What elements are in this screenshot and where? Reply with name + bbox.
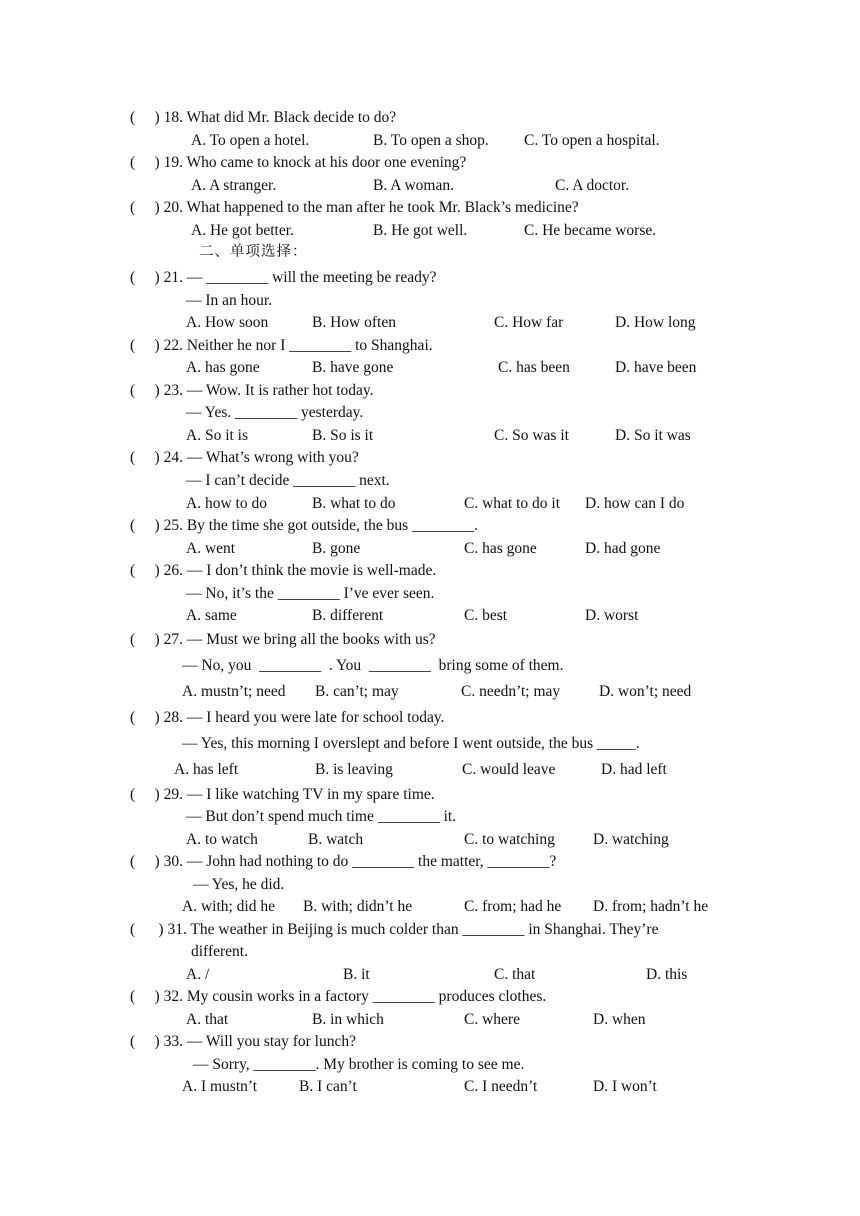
question-21-option-c[interactable]: C. How far [494, 314, 564, 331]
question-26-stem: ( ) 26. — I don’t think the movie is well-made. [130, 562, 437, 579]
question-33-option-d[interactable]: D. I won’t [593, 1078, 657, 1095]
question-29-reply: — But don’t spend much time ________ it. [186, 808, 457, 825]
question-30-option-a[interactable]: A. with; did he [182, 898, 275, 915]
question-32-option-b[interactable]: B. in which [312, 1011, 384, 1028]
question-27-stem: ( ) 27. — Must we bring all the books with us? [130, 631, 436, 648]
question-19-option-a[interactable]: A. A stranger. [191, 177, 277, 194]
question-33-option-a[interactable]: A. I mustn’t [182, 1078, 258, 1095]
question-18-stem: ( ) 18. What did Mr. Black decide to do? [130, 109, 397, 126]
section-heading: 二、单项选择： [199, 244, 308, 260]
question-25-stem: ( ) 25. By the time she got outside, the bus ________. [130, 517, 478, 534]
question-22-option-a[interactable]: A. has gone [186, 359, 260, 376]
question-30-stem: ( ) 30. — John had nothing to do ________ the matter, ________? [130, 853, 557, 870]
question-31-option-b[interactable]: B. it [343, 966, 370, 983]
question-21-option-a[interactable]: A. How soon [186, 314, 269, 331]
question-20-option-c[interactable]: C. He became worse. [524, 222, 657, 239]
question-27-option-a[interactable]: A. mustn’t; need [182, 683, 286, 700]
question-29-option-b[interactable]: B. watch [308, 831, 364, 848]
question-21-option-b[interactable]: B. How often [312, 314, 396, 331]
question-19-stem: ( ) 19. Who came to knock at his door one evening? [130, 154, 467, 171]
question-18-option-c[interactable]: C. To open a hospital. [524, 132, 660, 149]
question-19-option-c[interactable]: C. A doctor. [555, 177, 630, 194]
question-31-option-c[interactable]: C. that [494, 966, 536, 983]
question-28-stem: ( ) 28. — I heard you were late for school today. [130, 709, 445, 726]
question-20-option-a[interactable]: A. He got better. [191, 222, 294, 239]
question-31-stem: ( ) 31. The weather in Beijing is much colder than ________ in Shanghai. They’re [130, 921, 659, 938]
question-33-option-c[interactable]: C. I needn’t [464, 1078, 538, 1095]
question-30-reply: — Yes, he did. [193, 876, 285, 893]
question-31-option-a[interactable]: A. / [186, 966, 210, 983]
question-24-option-c[interactable]: C. what to do it [464, 495, 561, 512]
question-28-option-c[interactable]: C. would leave [462, 761, 556, 778]
question-29-option-c[interactable]: C. to watching [464, 831, 555, 848]
question-22-option-d[interactable]: D. have been [615, 359, 697, 376]
question-29-option-d[interactable]: D. watching [593, 831, 669, 848]
question-24-option-a[interactable]: A. how to do [186, 495, 267, 512]
question-21-option-d[interactable]: D. How long [615, 314, 696, 331]
question-31-option-d[interactable]: D. this [646, 966, 688, 983]
question-28-option-b[interactable]: B. is leaving [315, 761, 393, 778]
question-27-option-b[interactable]: B. can’t; may [315, 683, 399, 700]
question-32-stem: ( ) 32. My cousin works in a factory ________ produces clothes. [130, 988, 547, 1005]
question-23-option-d[interactable]: D. So it was [615, 427, 691, 444]
question-22-option-c[interactable]: C. has been [498, 359, 570, 376]
question-26-option-c[interactable]: C. best [464, 607, 508, 624]
question-22-option-b[interactable]: B. have gone [312, 359, 394, 376]
question-22-stem: ( ) 22. Neither he nor I ________ to Shanghai. [130, 337, 433, 354]
question-30-option-d[interactable]: D. from; hadn’t he [593, 898, 709, 915]
question-26-reply: — No, it’s the ________ I’ve ever seen. [186, 585, 435, 602]
question-23-option-a[interactable]: A. So it is [186, 427, 249, 444]
question-26-option-a[interactable]: A. same [186, 607, 237, 624]
question-24-option-b[interactable]: B. what to do [312, 495, 396, 512]
question-33-reply: — Sorry, ________. My brother is coming to see me. [193, 1056, 525, 1073]
question-25-option-c[interactable]: C. has gone [464, 540, 537, 557]
question-18-option-a[interactable]: A. To open a hotel. [191, 132, 310, 149]
question-27-option-c[interactable]: C. needn’t; may [461, 683, 561, 700]
question-32-option-a[interactable]: A. that [186, 1011, 229, 1028]
question-24-reply: — I can’t decide ________ next. [186, 472, 390, 489]
question-32-option-d[interactable]: D. when [593, 1011, 646, 1028]
question-23-stem: ( ) 23. — Wow. It is rather hot today. [130, 382, 374, 399]
question-20-stem: ( ) 20. What happened to the man after he took Mr. Black’s medicine? [130, 199, 579, 216]
question-32-option-c[interactable]: C. where [464, 1011, 520, 1028]
question-28-option-a[interactable]: A. has left [174, 761, 239, 778]
question-31-stem-continued: different. [191, 943, 248, 960]
question-28-reply: — Yes, this morning I overslept and before I went outside, the bus _____. [182, 735, 640, 752]
question-21-stem: ( ) 21. — ________ will the meeting be ready? [130, 269, 437, 286]
question-27-reply: — No, you ________ . You ________ bring some of them. [182, 657, 564, 674]
question-30-option-b[interactable]: B. with; didn’t he [303, 898, 413, 915]
question-20-option-b[interactable]: B. He got well. [373, 222, 468, 239]
question-21-reply: — In an hour. [186, 292, 273, 309]
question-33-stem: ( ) 33. — Will you stay for lunch? [130, 1033, 356, 1050]
question-29-stem: ( ) 29. — I like watching TV in my spare time. [130, 786, 435, 803]
question-25-option-d[interactable]: D. had gone [585, 540, 661, 557]
question-24-option-d[interactable]: D. how can I do [585, 495, 685, 512]
question-28-option-d[interactable]: D. had left [601, 761, 667, 778]
question-33-option-b[interactable]: B. I can’t [299, 1078, 357, 1095]
question-26-option-b[interactable]: B. different [312, 607, 384, 624]
question-25-option-a[interactable]: A. went [186, 540, 236, 557]
question-23-option-c[interactable]: C. So was it [494, 427, 569, 444]
question-23-reply: — Yes. ________ yesterday. [186, 404, 364, 421]
question-25-option-b[interactable]: B. gone [312, 540, 361, 557]
question-23-option-b[interactable]: B. So is it [312, 427, 374, 444]
question-29-option-a[interactable]: A. to watch [186, 831, 258, 848]
question-24-stem: ( ) 24. — What’s wrong with you? [130, 449, 359, 466]
question-26-option-d[interactable]: D. worst [585, 607, 639, 624]
question-30-option-c[interactable]: C. from; had he [464, 898, 562, 915]
question-18-option-b[interactable]: B. To open a shop. [373, 132, 489, 149]
question-27-option-d[interactable]: D. won’t; need [599, 683, 692, 700]
question-19-option-b[interactable]: B. A woman. [373, 177, 454, 194]
